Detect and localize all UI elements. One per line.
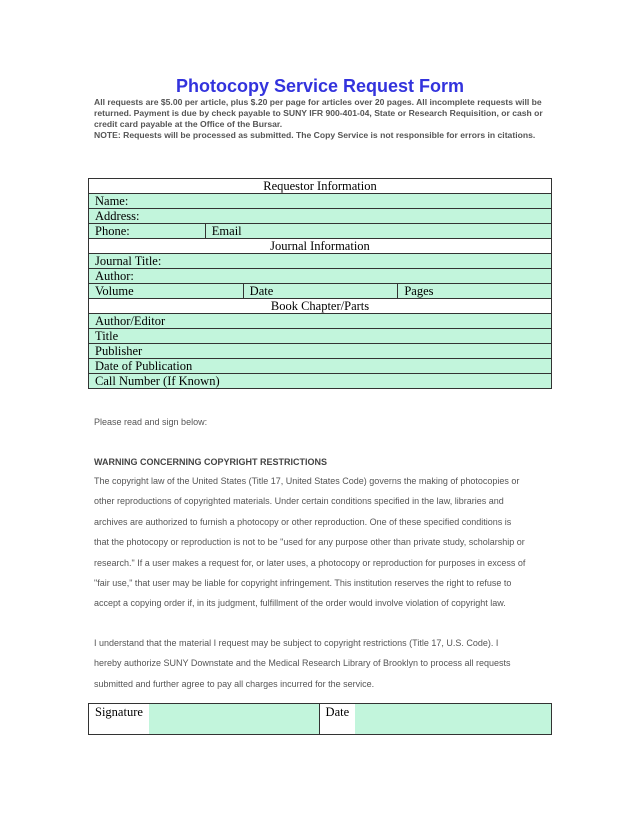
agreement-line: I understand that the material I request may be subject to copyright restrictions (Title 17, U.S. Code). I [94, 638, 499, 648]
author-editor-label: Author/Editor [95, 314, 166, 328]
signature-field[interactable] [149, 704, 319, 735]
warning-paragraph [94, 471, 554, 614]
intro-note: NOTE: Requests will be processed as submitted. The Copy Service is not responsible for errors in citations. [94, 130, 536, 140]
signature-date-label: Date [319, 704, 355, 735]
intro-fees: All requests are $5.00 per article, plus $.20 per page for articles over 20 pages. All incomplete requests will be returned. Payment is due by check payable to SUNY IFR 900-401-04, State or Research Requisition, or cash or credit card payable at the Office of the Bursar. [94, 97, 543, 129]
name-label: Name: [95, 194, 129, 208]
publisher-field[interactable] [89, 344, 552, 359]
agreement-line: hereby authorize SUNY Downstate and the Medical Research Library of Brooklyn to process all requests [94, 658, 511, 669]
phone-field[interactable] [89, 224, 206, 239]
signature-table [88, 703, 552, 735]
journal-date-label: Date [249, 284, 274, 298]
call-number-field[interactable] [89, 374, 552, 389]
volume-label: Volume [95, 284, 134, 298]
journal-title-field[interactable] [89, 254, 552, 269]
pages-field[interactable] [398, 284, 552, 299]
warning-line: accept a copying order if, in its judgment, fulfillment of the order would involve violation of copyright law. [94, 598, 506, 609]
book-heading: Book Chapter/Parts [89, 299, 552, 314]
signature-date-field[interactable] [355, 704, 551, 735]
journal-date-field[interactable] [243, 284, 398, 299]
date-of-publication-field[interactable] [89, 359, 552, 374]
request-form-table [88, 178, 552, 389]
read-sign-text: Please read and sign below: [94, 417, 208, 427]
warning-line: research." If a user makes a request for, or later uses, a photocopy or reproduction for purposes in excess of [94, 557, 526, 568]
volume-field[interactable] [89, 284, 244, 299]
address-label: Address: [95, 209, 140, 223]
warning-line: that the photocopy or reproduction is not to be "used for any purpose other than private study, scholarship or [94, 537, 525, 548]
date-of-publication-label: Date of Publication [95, 359, 193, 373]
warning-line: "fair use," that user may be liable for copyright infringement. This institution reserves the right to refuse to [94, 578, 512, 589]
author-field[interactable] [89, 269, 552, 284]
agreement-paragraph [94, 633, 554, 694]
book-title-label: Title [95, 329, 119, 343]
page-title: Photocopy Service Request Form [175, 76, 465, 96]
name-field[interactable] [89, 194, 552, 209]
publisher-label: Publisher [95, 344, 143, 358]
journal-heading: Journal Information [89, 239, 552, 254]
warning-line: other reproductions of copyrighted materials. Under certain conditions specified in the law, libraries and [94, 496, 504, 507]
pages-label: Pages [404, 284, 434, 298]
journal-title-label: Journal Title: [95, 254, 162, 268]
agreement-line: submitted and further agree to pay all charges incurred for the service. [94, 678, 375, 689]
intro-text [94, 97, 554, 141]
signature-label: Signature [89, 704, 149, 735]
author-editor-field[interactable] [89, 314, 552, 329]
warning-line: The copyright law of the United States (Title 17, United States Code) governs the making of photocopies or [94, 476, 520, 486]
book-title-field[interactable] [89, 329, 552, 344]
author-label: Author: [95, 269, 134, 283]
warning-line: archives are authorized to furnish a photocopy or other reproduction. One of these specified conditions is [94, 516, 512, 527]
warning-heading: WARNING CONCERNING COPYRIGHT RESTRICTIONS [94, 457, 328, 467]
address-field[interactable] [89, 209, 552, 224]
requestor-heading: Requestor Information [89, 179, 552, 194]
email-field[interactable] [205, 224, 551, 239]
call-number-label: Call Number (If Known) [95, 374, 220, 388]
email-label: Email [211, 224, 242, 238]
phone-label: Phone: [95, 224, 130, 238]
